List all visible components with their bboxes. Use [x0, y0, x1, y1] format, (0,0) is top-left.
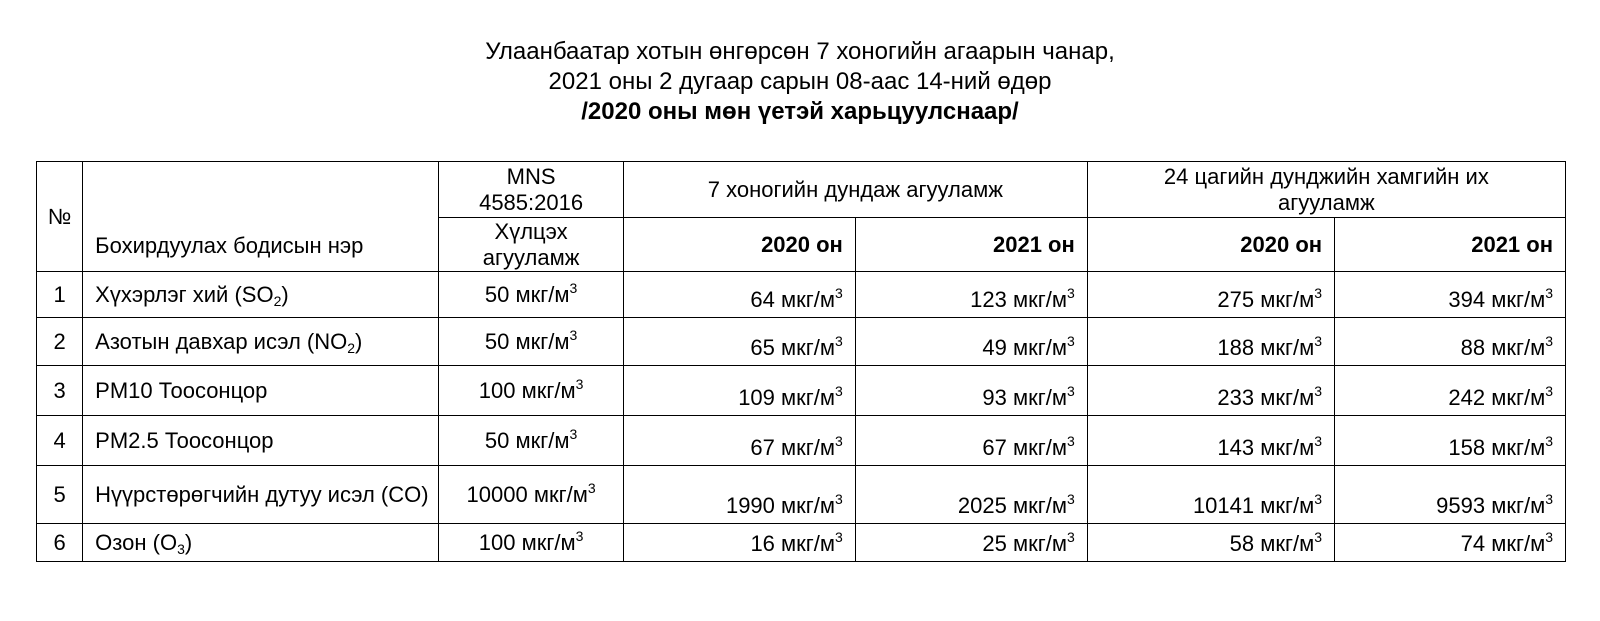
unit-label: мкг/м: [1491, 435, 1546, 460]
pollutant-name-end: ): [281, 281, 289, 307]
limit-cell: [439, 524, 624, 562]
pollutant-name-text: PM2.5 Тоосонцор: [95, 427, 274, 453]
unit-label: мкг/м: [1012, 287, 1067, 312]
unit-label: мкг/м: [781, 335, 836, 360]
weekly-2021-cell-value: 123: [970, 287, 1007, 312]
unit-label: мкг/м: [781, 287, 836, 312]
pollutant-name: [83, 416, 439, 466]
daily-2021-cell: [1335, 416, 1566, 466]
unit-exponent: 3: [575, 527, 584, 544]
unit-label: мкг/м: [1012, 531, 1067, 556]
weekly-2020-cell: [623, 466, 855, 524]
table-row: [37, 416, 1566, 466]
header-daily-2020: 2020 он: [1087, 218, 1334, 272]
title-line-2: 2021 оны 2 дугаар сарын 08-аас 14-ний өдөр: [548, 68, 1052, 95]
daily-2021-cell: [1335, 366, 1566, 416]
daily-2020-cell-value: 10141: [1192, 493, 1255, 518]
weekly-2021-cell: [855, 272, 1087, 318]
table-row: [37, 524, 1566, 562]
daily-2020-cell-value: 143: [1217, 435, 1255, 460]
limit-cell: [439, 318, 624, 366]
unit-exponent: 3: [835, 529, 843, 545]
daily-2020-cell: [1087, 416, 1334, 466]
pollutant-name: [83, 466, 439, 524]
unit-label: мкг/м: [1012, 385, 1067, 410]
daily-2021-cell: [1335, 524, 1566, 562]
air-quality-table: [36, 161, 1566, 562]
row-number: 5: [37, 466, 83, 524]
unit-exponent: 3: [1314, 285, 1323, 301]
unit-label: мкг/м: [781, 385, 836, 410]
daily-2020-cell-value: 58: [1229, 531, 1255, 556]
daily-2020-cell: [1087, 272, 1334, 318]
unit-exponent: 3: [1545, 529, 1553, 545]
unit-exponent: 3: [1545, 383, 1553, 399]
header-weekly-2020: 2020 он: [623, 218, 855, 272]
unit-label: мкг/м: [1491, 385, 1546, 410]
daily-2021-cell-value: 88: [1460, 335, 1486, 360]
unit-exponent: 3: [1545, 285, 1553, 301]
weekly-2020-cell-value: 64: [750, 287, 775, 312]
pollutant-name: [83, 366, 439, 416]
row-number: 6: [37, 524, 83, 562]
unit-label: мкг/м: [781, 435, 836, 460]
daily-2020-cell: [1087, 366, 1334, 416]
unit-exponent: 3: [1066, 529, 1075, 545]
weekly-2021-cell-value: 25: [982, 531, 1007, 556]
pollutant-name: [83, 524, 439, 562]
table-row: [37, 366, 1566, 416]
unit-label: мкг/м: [1012, 335, 1067, 360]
pollutant-subscript: 3: [177, 540, 185, 557]
weekly-2020-cell: [623, 318, 855, 366]
weekly-2021-cell: [855, 318, 1087, 366]
weekly-2020-cell-value: 65: [750, 335, 775, 360]
limit-cell: [439, 272, 624, 318]
weekly-2021-cell: [855, 524, 1087, 562]
header-limit: Хүлцэх агууламж: [439, 218, 624, 272]
daily-2021-cell-value: 242: [1448, 385, 1486, 410]
pollutant-name-text: Хүхэрлэг хий (SO: [95, 281, 274, 307]
limit-cell-value: 100: [478, 529, 516, 555]
unit-label: мкг/м: [1260, 385, 1315, 410]
limit-cell: [439, 466, 624, 524]
weekly-2020-cell-value: 16: [750, 531, 782, 556]
header-daily-max: 24 цагийн дунджийн хамгийн их агууламж: [1087, 162, 1565, 218]
unit-exponent: 3: [1314, 383, 1323, 399]
header-weekly-2021: 2021 он: [855, 218, 1087, 272]
row-number: 3: [37, 366, 83, 416]
weekly-2021-cell: [855, 366, 1087, 416]
limit-cell-value: 100: [478, 377, 516, 403]
header-weekly-average: 7 хоногийн дундаж агууламж: [623, 162, 1087, 218]
unit-exponent: 3: [1545, 491, 1553, 507]
limit-cell: [439, 366, 624, 416]
pollutant-subscript: 2: [347, 339, 356, 356]
limit-cell-value: 50: [484, 281, 510, 307]
daily-2021-cell-value: 9593: [1436, 493, 1486, 518]
unit-exponent: 3: [835, 433, 843, 449]
unit-label: мкг/м: [1260, 287, 1315, 312]
weekly-2021-cell-value: 2025: [957, 493, 1007, 518]
limit-cell-value: 10000: [466, 481, 528, 507]
unit-label: мкг/м: [1491, 493, 1546, 518]
unit-exponent: 3: [569, 326, 578, 343]
unit-label: мкг/м: [781, 493, 836, 518]
daily-2020-cell: [1087, 466, 1334, 524]
pollutant-name-text: Азотын давхар исэл (NO: [95, 328, 348, 354]
header-mns: MNS 4585:2016: [439, 162, 624, 218]
title-line-1: Улаанбаатар хотын өнгөрсөн 7 хоногийн агаарын чанар,: [485, 38, 1115, 65]
daily-2020-cell-value: 233: [1217, 385, 1255, 410]
unit-label: мкг/м: [1260, 531, 1315, 556]
unit-exponent: 3: [1066, 285, 1075, 301]
unit-label: мкг/м: [1260, 335, 1315, 360]
unit-exponent: 3: [1314, 333, 1323, 349]
pollutant-name-end: ): [355, 328, 363, 354]
unit-exponent: 3: [835, 333, 843, 349]
unit-label: мкг/м: [515, 328, 570, 354]
unit-exponent: 3: [569, 425, 578, 442]
unit-exponent: 3: [1066, 491, 1075, 507]
header-no: №: [37, 162, 83, 272]
weekly-2020-cell-value: 1990: [725, 493, 775, 518]
weekly-2020-cell: [623, 416, 855, 466]
weekly-2021-cell-value: 67: [982, 435, 1007, 460]
pollutant-name: [83, 318, 439, 366]
daily-2020-cell-value: 275: [1217, 287, 1255, 312]
daily-2020-cell: [1087, 318, 1334, 366]
unit-label: мкг/м: [533, 481, 588, 507]
unit-exponent: 3: [1314, 529, 1323, 545]
unit-exponent: 3: [835, 285, 843, 301]
daily-2021-cell-value: 394: [1448, 287, 1486, 312]
table-row: [37, 318, 1566, 366]
weekly-2021-cell-value: 93: [982, 385, 1007, 410]
unit-label: мкг/м: [1260, 493, 1315, 518]
limit-cell-value: 50: [484, 427, 510, 453]
weekly-2020-cell-value: 67: [750, 435, 775, 460]
pollutant-name: [83, 272, 439, 318]
daily-2020-cell-value: 188: [1217, 335, 1255, 360]
daily-2020-cell: [1087, 524, 1334, 562]
daily-2021-cell: [1335, 318, 1566, 366]
weekly-2020-cell: [623, 272, 855, 318]
limit-cell: [439, 416, 624, 466]
header-name: Бохирдуулах бодисын нэр: [83, 162, 439, 272]
header-daily-2021: 2021 он: [1335, 218, 1566, 272]
unit-exponent: 3: [1314, 433, 1323, 449]
unit-exponent: 3: [1066, 383, 1075, 399]
title-line-3: /2020 оны мөн үетэй харьцуулснаар/: [581, 98, 1019, 125]
pollutant-name-end: ): [184, 529, 193, 555]
unit-exponent: 3: [1066, 333, 1075, 349]
unit-label: мкг/м: [1260, 435, 1315, 460]
unit-exponent: 3: [835, 383, 843, 399]
weekly-2021-cell: [855, 466, 1087, 524]
unit-exponent: 3: [569, 279, 578, 296]
row-number: 2: [37, 318, 83, 366]
pollutant-name-text: PM10 Тоосонцор: [95, 377, 268, 403]
unit-exponent: 3: [575, 375, 584, 392]
unit-exponent: 3: [587, 479, 596, 496]
row-number: 4: [37, 416, 83, 466]
daily-2021-cell: [1335, 466, 1566, 524]
unit-label: мкг/м: [1012, 493, 1067, 518]
weekly-2020-cell: [623, 366, 855, 416]
unit-exponent: 3: [1545, 333, 1553, 349]
unit-exponent: 3: [1314, 491, 1323, 507]
table-row: [37, 466, 1566, 524]
unit-exponent: 3: [1066, 433, 1075, 449]
unit-label: мкг/м: [521, 529, 576, 555]
unit-label: мкг/м: [1491, 335, 1546, 360]
daily-2021-cell-value: 158: [1448, 435, 1486, 460]
pollutant-subscript: 2: [273, 292, 282, 309]
weekly-2021-cell: [855, 416, 1087, 466]
pollutant-name-text: Озон (O: [95, 529, 178, 555]
unit-label: мкг/м: [1012, 435, 1067, 460]
pollutant-name-text: Нүүрстөрөгчийн дутуу исэл (CO): [95, 481, 429, 507]
unit-label: мкг/м: [781, 531, 836, 556]
table-row: [37, 272, 1566, 318]
unit-exponent: 3: [1545, 433, 1553, 449]
limit-cell-value: 50: [484, 328, 510, 354]
weekly-2020-cell: [623, 524, 855, 562]
weekly-2020-cell-value: 109: [738, 385, 775, 410]
unit-exponent: 3: [835, 491, 843, 507]
unit-label: мкг/м: [1491, 531, 1546, 556]
unit-label: мкг/м: [515, 427, 570, 453]
daily-2021-cell: [1335, 272, 1566, 318]
unit-label: мкг/м: [515, 281, 570, 307]
weekly-2021-cell-value: 49: [982, 335, 1007, 360]
unit-label: мкг/м: [1491, 287, 1546, 312]
row-number: 1: [37, 272, 83, 318]
daily-2021-cell-value: 74: [1460, 531, 1486, 556]
unit-label: мкг/м: [521, 377, 576, 403]
